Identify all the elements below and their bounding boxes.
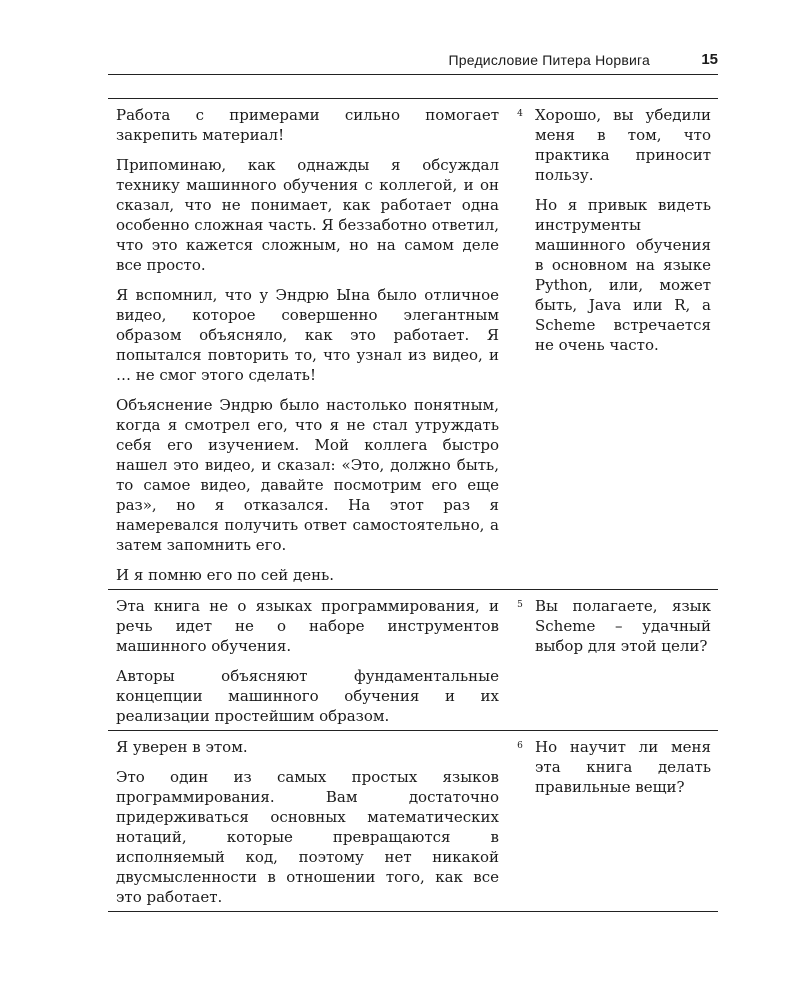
dialogue-row bbox=[108, 589, 718, 730]
dialogue-row bbox=[108, 730, 718, 912]
row-number: 4 bbox=[517, 109, 523, 119]
paragraph: Я уверен в этом. bbox=[116, 738, 248, 756]
running-title: Предисловие Питера Норвига bbox=[448, 52, 650, 68]
paragraph: Но научит ли меня эта книга делать правильные вещи? bbox=[535, 738, 711, 796]
reader-column bbox=[535, 596, 711, 726]
author-column bbox=[116, 737, 499, 907]
row-number: 5 bbox=[517, 600, 523, 610]
dialogue-row bbox=[108, 98, 718, 589]
dialogue-table bbox=[108, 98, 718, 912]
paragraph: Припоминаю, как однажды я обсуждал технику машинного обучения с коллегой, и он сказал, что не понимает, как работает одна особенно сложная часть. Я беззаботно ответил, что это кажется сложным, но на самом деле все просто. bbox=[116, 156, 499, 274]
paragraph: Хорошо, вы убедили меня в том, что практика приносит пользу. bbox=[535, 106, 711, 184]
paragraph: И я помню его по сей день. bbox=[116, 566, 335, 584]
paragraph: Эта книга не о языках программирования, и речь идет не о наборе инструментов машинного обучения. bbox=[116, 597, 499, 655]
paragraph: Я вспомнил, что у Эндрю Ына было отличное видео, которое совершенно элегантным образом объясняло, как это работает. Я попытался повторить то, что узнал из видео, и … не смог этого сделать! bbox=[116, 286, 499, 384]
paragraph: Объяснение Эндрю было настолько понятным, когда я смотрел его, что я не стал утруждать себя его изучением. Мой коллега быстро нашел это видео, и сказал: «Это, должно быть, то самое видео, давайте посмотрим его еще раз», но я отказался. На этот раз я намеревался получить ответ самостоятельно, а затем запомнить его. bbox=[116, 396, 499, 554]
author-column bbox=[116, 105, 499, 585]
paragraph: Работа с примерами сильно помогает закрепить материал! bbox=[116, 106, 499, 144]
paragraph: Вы полагаете, язык Scheme – удачный выбор для этой цели? bbox=[535, 597, 711, 655]
reader-column bbox=[535, 737, 711, 907]
reader-column bbox=[535, 105, 711, 585]
page-number: 15 bbox=[701, 51, 718, 68]
author-column bbox=[116, 596, 499, 726]
paragraph: Но я привык видеть инструменты машинного обучения в основном на языке Python, или, может быть, Java или R, а Scheme встречается не очень часто. bbox=[535, 196, 711, 354]
running-head bbox=[108, 52, 718, 75]
row-number: 6 bbox=[517, 741, 523, 751]
paragraph: Авторы объясняют фундаментальные концепции машинного обучения и их реализации простейшим образом. bbox=[116, 667, 499, 725]
paragraph: Это один из самых простых языков программирования. Вам достаточно придерживаться основных математических нотаций, которые превращаются в исполняемый код, поэтому нет никакой двусмысленности в отношении того, как все это работает. bbox=[116, 768, 499, 906]
